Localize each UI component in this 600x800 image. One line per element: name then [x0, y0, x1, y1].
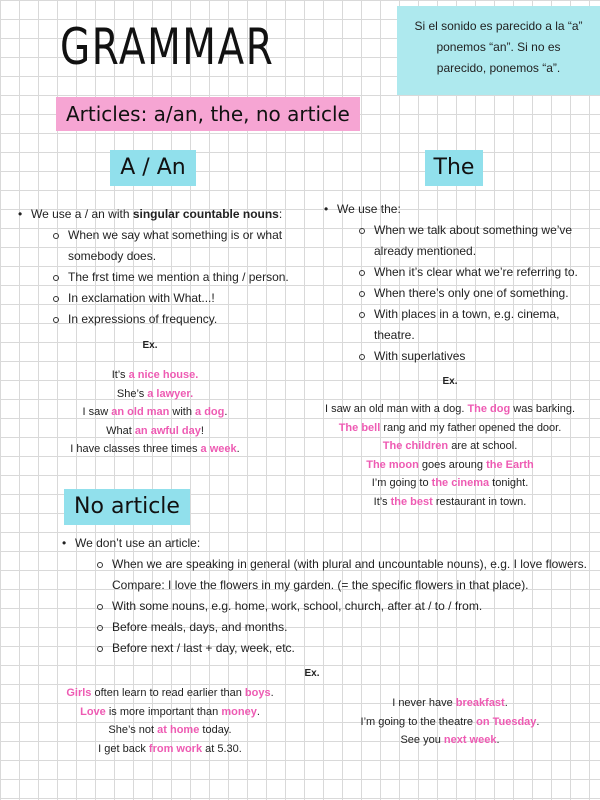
- example-line: I saw an old man with a dog. The dog was barking.: [324, 403, 576, 415]
- example-line: It’s a nice house.: [111, 369, 199, 381]
- a-an-intro: • We use a / an with singular countable nouns: When we say what something is or what somebody does. The frst time we mention a thing / person. In exclamation with What...! In expressions of frequency.: [14, 204, 314, 330]
- list-item: When there’s only one of something.: [354, 283, 595, 304]
- the-ex-label: Ex.: [442, 376, 458, 387]
- no-article-intro: • We don’t use an article: When we are speaking in general (with plural and uncountable nouns), e.g. I love flowers. Compare: I love the flowers in my garden. (= the specific flowers in that place). With some nouns, e.g. home, work, school, church, after at / to / from. Before meals, days, and months. Before next / last + day, week, etc.: [58, 533, 588, 659]
- list-item: When we say what something is or what somebody does.: [48, 225, 314, 267]
- note-line: Si el sonido es parecido a la “a”: [414, 19, 583, 33]
- a-an-heading: A / An: [110, 150, 196, 186]
- list-item: In expressions of frequency.: [48, 309, 314, 330]
- example-line: It’s the best restaurant in town.: [373, 495, 527, 508]
- example-line: I get back from work at 5.30.: [98, 742, 242, 755]
- no-article-heading: No article: [64, 489, 190, 525]
- example-line: The bell rang and my father opened the door.: [338, 421, 562, 434]
- spanish-note: [397, 6, 600, 95]
- a-an-ex-label: Ex.: [142, 340, 158, 351]
- list-item: When we talk about something we’ve already mentioned.: [354, 220, 595, 262]
- list-item: When it’s clear what we’re referring to.: [354, 262, 595, 283]
- example-line: I have classes three times a week.: [70, 443, 240, 455]
- list-item: In exclamation with What...!: [48, 288, 314, 309]
- a-an-examples: [0, 366, 310, 459]
- list-item: With places in a town, e.g. cinema, theatre.: [354, 304, 595, 346]
- the-section: [320, 199, 595, 367]
- list-item: The frst time we mention a thing / person.: [48, 267, 314, 288]
- example-line: See you next week.: [400, 734, 500, 746]
- note-line: parecido, ponemos “a”.: [436, 61, 561, 75]
- example-line: The moon goes aroung the Earth: [366, 458, 534, 471]
- a-an-section: [14, 204, 314, 330]
- no-article-examples-right: [310, 694, 590, 750]
- example-line: She’s not at home today.: [108, 724, 232, 736]
- page-title: GRAMMAR: [60, 18, 275, 76]
- example-line: Love is more important than money.: [80, 705, 260, 718]
- no-article-section: [58, 533, 588, 659]
- example-line: She’s a lawyer.: [116, 387, 194, 400]
- no-article-ex-label: Ex.: [304, 668, 320, 679]
- list-item: With some nouns, e.g. home, work, school, church, after at / to / from.: [92, 596, 588, 617]
- example-line: What an awful day!: [106, 424, 204, 437]
- the-intro: • We use the: When we talk about something we’ve already mentioned. When it’s clear what we’re referring to. When there’s only one of something. With places in a town, e.g. cinema, theatre. With superlatives: [320, 199, 595, 367]
- example-line: I saw an old man with a dog.: [82, 406, 228, 418]
- list-item: Before meals, days, and months.: [92, 617, 588, 638]
- list-item: Before next / last + day, week, etc.: [92, 638, 588, 659]
- example-line: Girls often learn to read earlier than boys.: [66, 687, 274, 699]
- example-line: The children are at school.: [382, 440, 518, 452]
- articles-banner: Articles: a/an, the, no article: [56, 97, 360, 131]
- list-item: When we are speaking in general (with plural and uncountable nouns), e.g. I love flowers. Compare: I love the flowers in my garden. (= the specific flowers in that place).: [92, 554, 588, 596]
- list-item: With superlatives: [354, 346, 595, 367]
- example-line: I’m going to the theatre on Tuesday.: [360, 715, 540, 728]
- the-heading: The: [425, 150, 483, 186]
- no-article-examples-left: [20, 684, 320, 758]
- example-line: I never have breakfast.: [392, 697, 508, 709]
- example-line: I’m going to the cinema tonight.: [371, 477, 529, 489]
- the-examples: [305, 400, 595, 511]
- note-line: ponemos “an”. Si no es: [436, 40, 561, 54]
